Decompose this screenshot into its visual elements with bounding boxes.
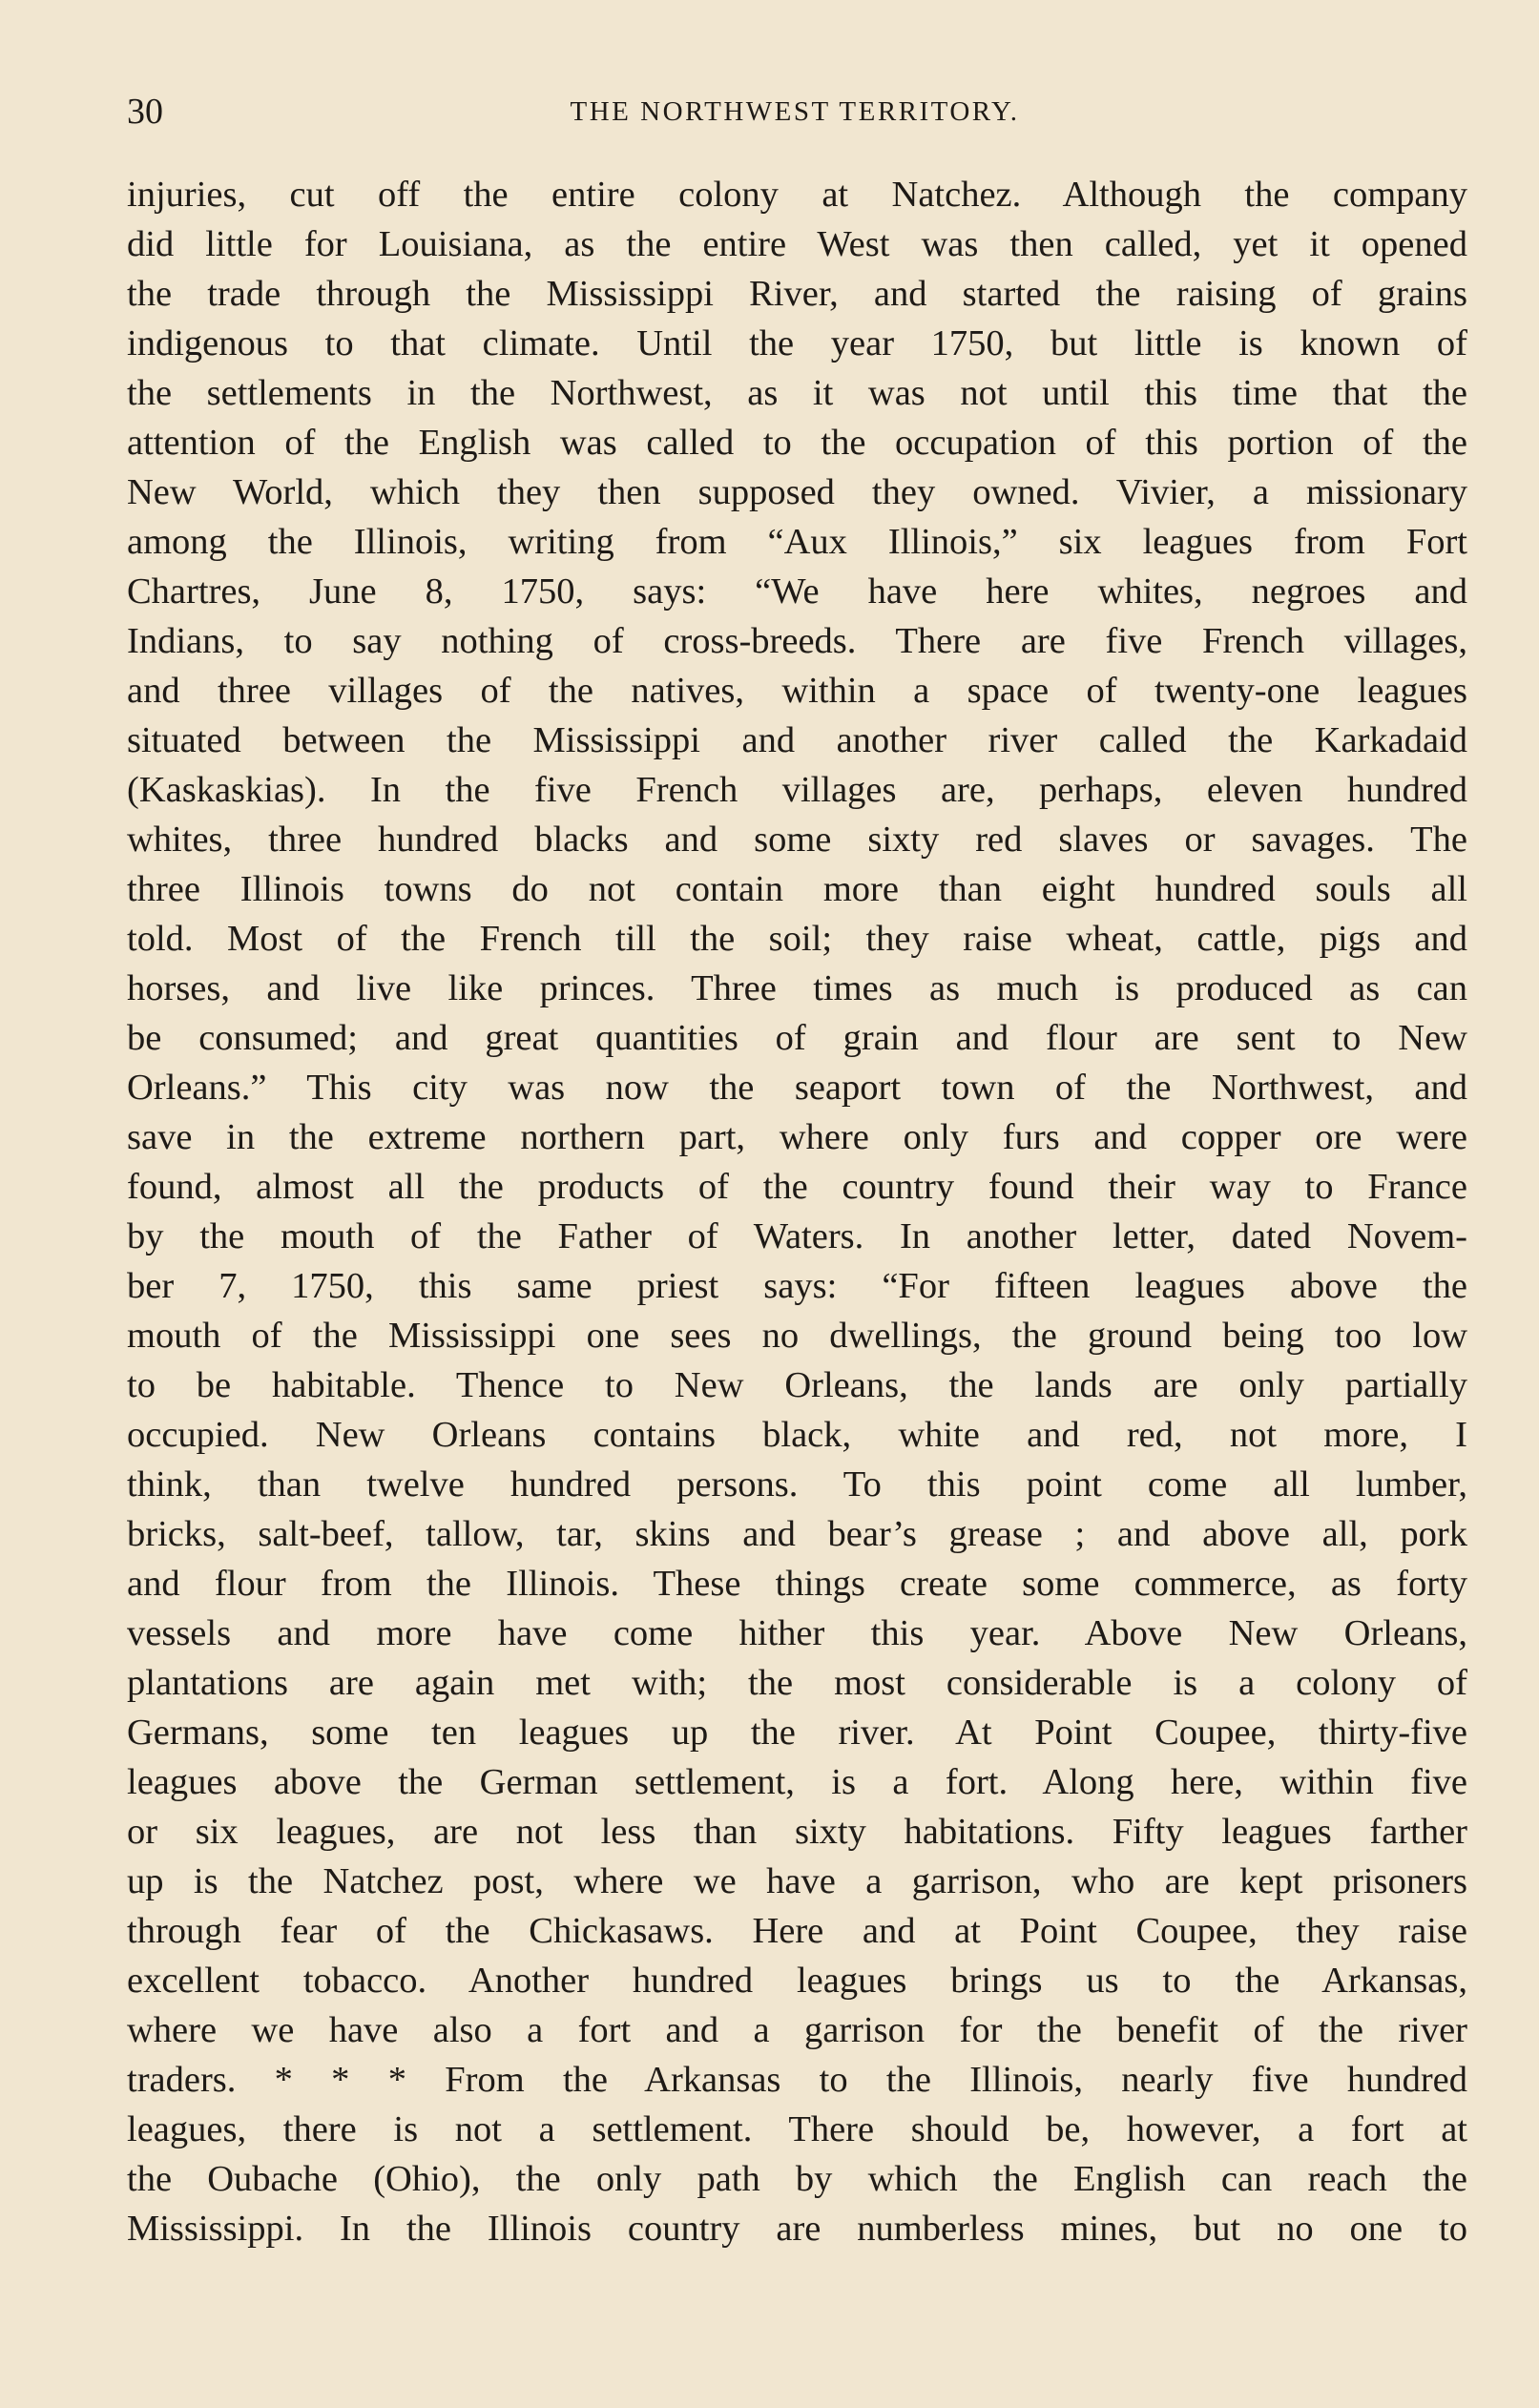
page-number: 30 (127, 92, 163, 132)
text-line: be consumed; and great quantities of grain and flour are sent to New (127, 1018, 1467, 1058)
text-line: bricks, salt-beef, tallow, tar, skins and bear’s grease ; and above all, pork (127, 1514, 1467, 1554)
text-line: found, almost all the products of the country found their way to France (127, 1167, 1467, 1207)
text-line: the Oubache (Ohio), the only path by which the English can reach the (127, 2159, 1467, 2199)
text-line: ber 7, 1750, this same priest says: “For fifteen leagues above the (127, 1266, 1467, 1306)
text-line: indigenous to that climate. Until the year 1750, but little is known of (127, 323, 1467, 363)
text-line: injuries, cut off the entire colony at Natchez. Although the company (127, 175, 1467, 215)
text-line: occupied. New Orleans contains black, white and red, not more, I (127, 1415, 1467, 1455)
text-line: to be habitable. Thence to New Orleans, the lands are only partially (127, 1365, 1467, 1405)
text-line: where we have also a fort and a garrison for the benefit of the river (127, 2010, 1467, 2050)
text-line: and three villages of the natives, within a space of twenty-one leagues (127, 671, 1467, 711)
text-line: by the mouth of the Father of Waters. In another letter, dated Novem- (127, 1216, 1467, 1256)
text-line: among the Illinois, writing from “Aux Illinois,” six leagues from Fort (127, 522, 1467, 562)
text-line: leagues, there is not a settlement. There should be, however, a fort at (127, 2109, 1467, 2149)
running-head (127, 88, 1463, 135)
text-line: through fear of the Chickasaws. Here and at Point Coupee, they raise (127, 1911, 1467, 1951)
text-line: three Illinois towns do not contain more than eight hundred souls all (127, 869, 1467, 909)
text-line: excellent tobacco. Another hundred leagues brings us to the Arkansas, (127, 1961, 1467, 2001)
text-line: attention of the English was called to the occupation of this portion of the (127, 423, 1467, 463)
text-line: plantations are again met with; the most considerable is a colony of (127, 1663, 1467, 1703)
text-line: whites, three hundred blacks and some sixty red slaves or savages. The (127, 820, 1467, 860)
text-line: told. Most of the French till the soil; they raise wheat, cattle, pigs and (127, 919, 1467, 959)
text-line: horses, and live like princes. Three times as much is produced as can (127, 968, 1467, 1008)
text-line: Germans, some ten leagues up the river. At Point Coupee, thirty-five (127, 1713, 1467, 1753)
text-line: Mississippi. In the Illinois country are numberless mines, but no one to (127, 2209, 1467, 2249)
text-line: situated between the Mississippi and another river called the Karkadaid (127, 720, 1467, 760)
text-line: save in the extreme northern part, where only furs and copper ore were (127, 1117, 1467, 1157)
running-title: THE NORTHWEST TERRITORY. (570, 96, 1020, 127)
text-line: (Kaskaskias). In the five French villages are, perhaps, eleven hundred (127, 770, 1467, 810)
text-line: vessels and more have come hither this year. Above New Orleans, (127, 1613, 1467, 1653)
text-line: Orleans.” This city was now the seaport town of the Northwest, and (127, 1068, 1467, 1108)
text-line: New World, which they then supposed they owned. Vivier, a missionary (127, 472, 1467, 512)
body-text (127, 170, 1467, 2253)
text-line: did little for Louisiana, as the entire West was then called, yet it opened (127, 224, 1467, 264)
text-line: or six leagues, are not less than sixty habitations. Fifty leagues farther (127, 1812, 1467, 1852)
text-line: and flour from the Illinois. These things create some commerce, as forty (127, 1564, 1467, 1604)
text-line: leagues above the German settlement, is a fort. Along here, within five (127, 1762, 1467, 1802)
text-line: the settlements in the Northwest, as it was not until this time that the (127, 373, 1467, 413)
text-line: think, than twelve hundred persons. To this point come all lumber, (127, 1464, 1467, 1505)
text-line: Indians, to say nothing of cross-breeds. There are five French villages, (127, 621, 1467, 661)
text-line: mouth of the Mississippi one sees no dwellings, the ground being too low (127, 1316, 1467, 1356)
text-line: traders. * * * From the Arkansas to the Illinois, nearly five hundred (127, 2060, 1467, 2100)
text-line: Chartres, June 8, 1750, says: “We have here whites, negroes and (127, 571, 1467, 612)
text-line: up is the Natchez post, where we have a garrison, who are kept prisoners (127, 1861, 1467, 1901)
text-line: the trade through the Mississippi River, and started the raising of grains (127, 274, 1467, 314)
